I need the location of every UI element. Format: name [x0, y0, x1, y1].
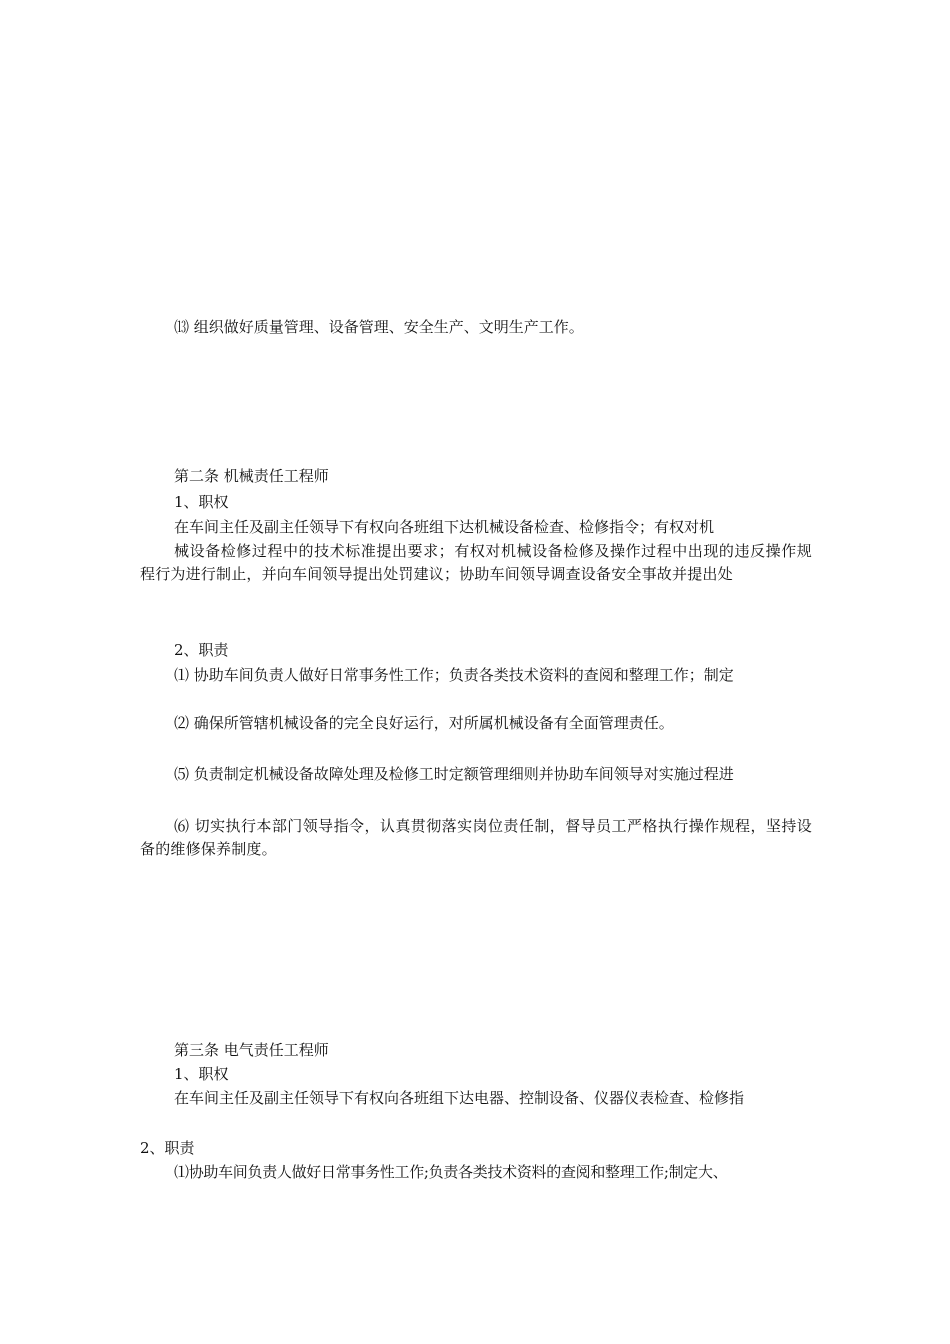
article-3-duty-1: ⑴协助车间负责人做好日常事务性工作;负责各类技术资料的查阅和整理工作;制定大、: [174, 1163, 728, 1181]
article-2-authority-paragraph: 械设备检修过程中的技术标准提出要求；有权对机械设备检修及操作过程中出现的违反操作规程行为进行制止，并向车间领导提出处罚建议；协助车间领导调查设备安全事故并提出处: [140, 542, 812, 583]
article-3-authority-line: 在车间主任及副主任领导下有权向各班组下达电器、控制设备、仪器仪表检查、检修指: [174, 1089, 745, 1107]
article-2-authority-title: 1、职权: [174, 493, 229, 511]
article-3-duty-title: 2、职责: [140, 1139, 195, 1157]
article-2-duty-2: ⑵ 确保所管辖机械设备的完全良好运行，对所属机械设备有全面管理责任。: [174, 714, 674, 732]
article-2-heading: 第二条 机械责任工程师: [174, 467, 329, 485]
article-3-heading: 第三条 电气责任工程师: [174, 1041, 329, 1059]
article-2-authority-line: 在车间主任及副主任领导下有权向各班组下达机械设备检查、检修指令；有权对机: [174, 518, 715, 536]
article-3-authority-title: 1、职权: [174, 1065, 229, 1083]
item-13-text: ⒀ 组织做好质量管理、设备管理、安全生产、文明生产工作。: [174, 318, 584, 336]
article-2-duty-5: ⑸ 负责制定机械设备故障处理及检修工时定额管理细则并协助车间领导对实施过程进: [174, 765, 734, 783]
article-2-duty-6: ⑹ 切实执行本部门领导指令，认真贯彻落实岗位责任制，督导员工严格执行操作规程，坚持设备的维修保养制度。: [140, 817, 812, 858]
article-2-duty-1: ⑴ 协助车间负责人做好日常事务性工作；负责各类技术资料的查阅和整理工作；制定: [174, 666, 734, 684]
article-2-duty-title: 2、职责: [174, 641, 229, 659]
